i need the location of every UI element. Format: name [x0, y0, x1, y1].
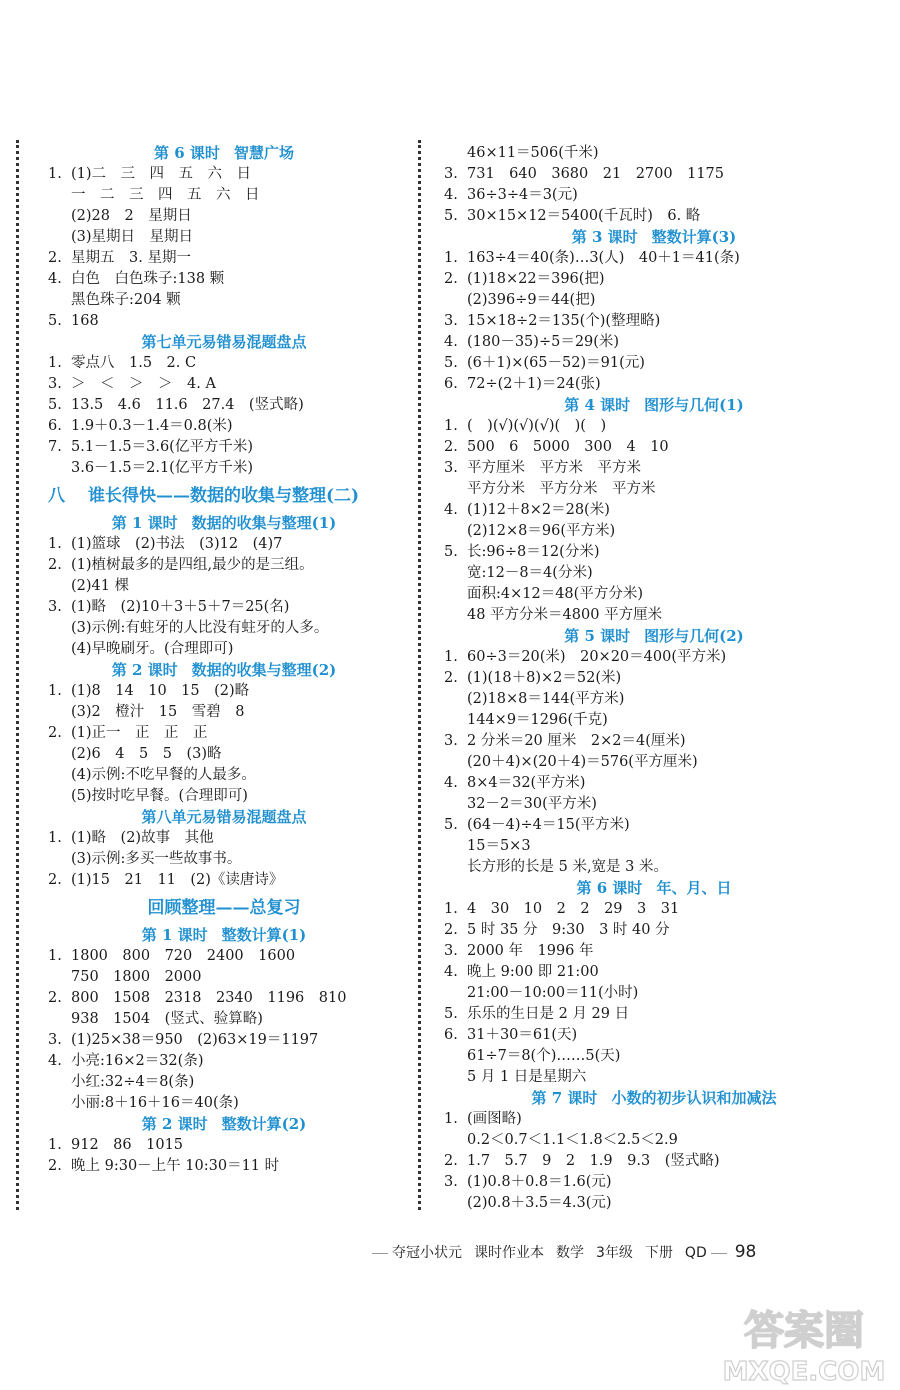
answer-continuation [444, 836, 864, 857]
question-number: 2. [444, 439, 458, 455]
question-number: 1. [48, 355, 62, 371]
answer-line [444, 374, 864, 395]
lesson-number: 第 5 课时 [564, 627, 631, 645]
answer-continuation [444, 1046, 864, 1067]
answer-text: 一 二 三 四 五 六 日 [71, 187, 260, 203]
watermark-top-text: 答案圈 [744, 1308, 864, 1354]
answer-text: 168 [71, 313, 99, 329]
answer-text: (5)按时吃早餐。(合理即可) [71, 788, 248, 804]
answer-text: (2)41 棵 [71, 578, 130, 594]
question-number: 6. [444, 376, 458, 392]
question-number: 1. [444, 1111, 458, 1127]
question-number: 3. [444, 460, 458, 476]
answer-continuation [48, 576, 400, 597]
answer-continuation [48, 744, 400, 765]
answer-line [48, 353, 400, 374]
answer-line [444, 458, 864, 479]
answer-text: 144×9＝1296(千克) [467, 712, 608, 728]
answer-continuation [48, 786, 400, 807]
question-number: 6. [48, 418, 62, 434]
answer-text: (2)12×8＝96(平方米) [467, 523, 616, 539]
answer-line [48, 534, 400, 555]
question-number: 1. [48, 166, 62, 182]
answer-text: 8×4＝32(平方米) [467, 775, 586, 791]
answer-text: 白色 白色珠子:138 颗 [71, 271, 225, 287]
answer-text: 5 月 1 日是星期六 [467, 1069, 587, 1085]
answer-continuation [48, 765, 400, 786]
question-number: 2. [48, 1158, 62, 1174]
footer-brand: 夺冠小状元 [392, 1245, 462, 1261]
answer-continuation [444, 1193, 864, 1214]
answer-continuation [444, 983, 864, 1004]
answer-text: 32－2＝30(平方米) [467, 796, 597, 812]
answer-text: 1.7 5.7 9 2 1.9 9.3 (竖式略) [467, 1153, 720, 1169]
answer-text: ＞ ＜ ＞ ＞ 4. A [71, 376, 216, 392]
lesson-title: 年、月、日 [656, 879, 732, 897]
answer-text: 31＋30＝61(天) [467, 1027, 578, 1043]
lesson-number: 第 4 课时 [564, 396, 631, 414]
lesson-title: 智慧广场 [233, 144, 294, 162]
lesson-heading [48, 660, 400, 681]
answer-continuation [444, 794, 864, 815]
answer-line [48, 828, 400, 849]
answer-text: 面积:4×12＝48(平方分米) [467, 586, 643, 602]
answer-line [48, 946, 400, 967]
answer-text: 500 6 5000 300 4 10 [467, 439, 669, 455]
lesson-title: 数据的收集与整理(2) [191, 661, 337, 679]
answer-line [48, 870, 400, 891]
question-number: 1. [48, 683, 62, 699]
answer-text: 21:00－10:00＝11(小时) [467, 985, 639, 1001]
answer-continuation [48, 1009, 400, 1030]
answer-text: (4)示例:不吃早餐的人最多。 [71, 767, 256, 783]
answer-continuation [444, 563, 864, 584]
answer-line [444, 332, 864, 353]
page-number: 98 [734, 1242, 757, 1262]
answer-line [444, 1109, 864, 1130]
answer-text: 938 1504 (竖式、验算略) [71, 1011, 263, 1027]
answer-continuation [48, 849, 400, 870]
question-number: 1. [444, 649, 458, 665]
answer-line [444, 668, 864, 689]
answer-text: 36÷3÷4＝3(元) [467, 187, 578, 203]
lesson-heading [444, 227, 864, 248]
answer-text: (2)6 4 5 5 (3)略 [71, 746, 222, 762]
answer-text: (1)篮球 (2)书法 (3)12 (4)7 [71, 536, 283, 552]
answer-line [48, 164, 400, 185]
lesson-number: 第 3 课时 [571, 228, 638, 246]
lesson-number: 第 2 课时 [111, 661, 178, 679]
question-number: 5. [48, 313, 62, 329]
lesson-heading [444, 395, 864, 416]
footer-rule [372, 1253, 388, 1254]
answer-text: (20＋4)×(20＋4)＝576(平方厘米) [467, 754, 698, 770]
question-number: 4. [444, 334, 458, 350]
answer-line [48, 597, 400, 618]
answer-text: (4)早晚刷牙。(合理即可) [71, 641, 234, 657]
answer-line [48, 248, 400, 269]
answer-text: ( )(√)(√)(√)( )( ) [467, 418, 607, 434]
answer-line [48, 723, 400, 744]
lesson-number: 第 2 课时 [141, 1115, 208, 1133]
question-number: 6. [444, 1027, 458, 1043]
answer-text: (1)18×22＝396(把) [467, 271, 605, 287]
question-number: 5. [444, 817, 458, 833]
answer-text: (2)18×8＝144(平方米) [467, 691, 625, 707]
question-number: 7. [48, 439, 62, 455]
answer-line [444, 647, 864, 668]
lesson-heading [48, 332, 400, 353]
question-number: 3. [444, 313, 458, 329]
answer-line [48, 395, 400, 416]
answer-text: (3)2 橙汁 15 雪碧 8 [71, 704, 245, 720]
question-number: 2. [444, 271, 458, 287]
right-column [444, 143, 864, 1214]
question-number: 1. [48, 830, 62, 846]
footer-subject: 数学 [556, 1245, 584, 1261]
answer-line [444, 962, 864, 983]
question-number: 5. [444, 1006, 458, 1022]
lesson-heading [48, 143, 400, 164]
answer-text: 小亮:16×2＝32(条) [71, 1053, 204, 1069]
answer-line [48, 555, 400, 576]
answer-line [444, 731, 864, 752]
question-number: 3. [444, 1174, 458, 1190]
answer-continuation [48, 618, 400, 639]
answer-text: (1)25×38＝950 (2)63×19＝1197 [71, 1032, 319, 1048]
answer-text: (2)28 2 星期日 [71, 208, 192, 224]
answer-text: 15＝5×3 [467, 838, 531, 854]
lesson-heading [444, 878, 864, 899]
answer-text: 3.6－1.5＝2.1(亿平方千米) [71, 460, 253, 476]
unit-title: 谁长得快——数据的收集与整理(二) [88, 486, 360, 506]
answer-text: (1)略 (2)故事 其他 [71, 830, 214, 846]
question-number: 2. [48, 250, 62, 266]
answer-text: 163÷4＝40(条)…3(人) 40＋1＝41(条) [467, 250, 740, 266]
question-number: 3. [444, 733, 458, 749]
question-number: 4. [48, 1053, 62, 1069]
question-number: 4. [444, 964, 458, 980]
answer-text: 5 时 35 分 9:30 3 时 40 分 [467, 922, 670, 938]
answer-text: 1.9＋0.3－1.4＝0.8(米) [71, 418, 233, 434]
footer-grade: 3年级 [596, 1245, 633, 1261]
question-number: 2. [444, 670, 458, 686]
answer-continuation [444, 1067, 864, 1088]
answer-continuation [48, 1093, 400, 1114]
answer-text: 零点八 1.5 2. C [71, 355, 197, 371]
question-number: 1. [48, 1137, 62, 1153]
answer-text: 2000 年 1996 年 [467, 943, 594, 959]
dotted-margin-left [16, 140, 19, 1210]
answer-line [444, 437, 864, 458]
unit-number: 八 [48, 486, 65, 506]
answer-line [48, 1135, 400, 1156]
answer-text: 4 30 10 2 2 29 3 31 [467, 901, 680, 917]
question-number: 3. [444, 943, 458, 959]
answer-text: 800 1508 2318 2340 1196 810 [71, 990, 347, 1006]
answer-line [444, 773, 864, 794]
answer-text: 30×15×12＝5400(千瓦时) 6. 略 [467, 208, 701, 224]
question-number: 1. [444, 250, 458, 266]
answer-text: (1)正一 正 正 正 [71, 725, 208, 741]
answer-line [48, 311, 400, 332]
answer-text: 长:96÷8＝12(分米) [467, 544, 600, 560]
answer-continuation [444, 479, 864, 500]
lesson-number: 第八单元易错易混题盘点 [141, 808, 307, 826]
answer-text: 小红:32÷4＝8(条) [71, 1074, 195, 1090]
answer-continuation [48, 290, 400, 311]
lesson-number: 第 7 课时 [531, 1089, 598, 1107]
question-number: 4. [48, 271, 62, 287]
dotted-margin-right [418, 140, 421, 1210]
lesson-heading [48, 807, 400, 828]
answer-line [444, 185, 864, 206]
question-number: 4. [444, 502, 458, 518]
lesson-number: 第七单元易错易混题盘点 [141, 333, 307, 351]
unit-heading [48, 891, 400, 925]
answer-line [444, 311, 864, 332]
answer-continuation [444, 290, 864, 311]
answer-text: (2)396÷9＝44(把) [467, 292, 596, 308]
answer-text: (3)示例:多买一些故事书。 [71, 851, 242, 867]
answer-line [48, 269, 400, 290]
answer-text: (1)8 14 10 15 (2)略 [71, 683, 250, 699]
answer-text: 晚上 9:30－上午 10:30＝11 时 [71, 1158, 280, 1174]
lesson-number: 第 1 课时 [111, 514, 178, 532]
answer-line [444, 542, 864, 563]
lesson-number: 第 6 课时 [154, 144, 220, 162]
question-number: 2. [444, 1153, 458, 1169]
answer-text: 46×11＝506(千米) [467, 145, 599, 161]
answer-text: 48 平方分米＝4800 平方厘米 [467, 607, 663, 623]
answer-line [48, 416, 400, 437]
answer-continuation [48, 967, 400, 988]
answer-continuation [444, 143, 864, 164]
lesson-title: 整数计算(1) [221, 926, 307, 944]
question-number: 2. [48, 872, 62, 888]
lesson-title: 整数计算(2) [221, 1115, 307, 1133]
answer-text: (1)略 (2)10＋3＋5＋7＝25(名) [71, 599, 290, 615]
answer-line [444, 1004, 864, 1025]
question-number: 3. [48, 1032, 62, 1048]
answer-text: (1)12＋8×2＝28(米) [467, 502, 610, 518]
answer-continuation [48, 206, 400, 227]
question-number: 5. [444, 544, 458, 560]
question-number: 5. [48, 397, 62, 413]
answer-text: 乐乐的生日是 2 月 29 日 [467, 1006, 630, 1022]
question-number: 1. [48, 536, 62, 552]
answer-line [48, 681, 400, 702]
answer-text: 0.2＜0.7＜1.1＜1.8＜2.5＜2.9 [467, 1132, 678, 1148]
question-number: 3. [48, 599, 62, 615]
answer-continuation [48, 458, 400, 479]
answer-text: 60÷3＝20(米) 20×20＝400(平方米) [467, 649, 727, 665]
answer-continuation [444, 1130, 864, 1151]
answer-text: 731 640 3680 21 2700 1175 [467, 166, 725, 182]
answer-continuation [48, 1072, 400, 1093]
answer-line [444, 269, 864, 290]
answer-line [444, 206, 864, 227]
answer-text: (1)15 21 11 (2)《读唐诗》 [71, 872, 284, 888]
answer-text: 61÷7＝8(个)……5(天) [467, 1048, 621, 1064]
page-footer [368, 1240, 788, 1264]
answer-text: 星期五 3. 星期一 [71, 250, 191, 266]
answer-line [444, 416, 864, 437]
answer-text: 912 86 1015 [71, 1137, 184, 1153]
answer-line [444, 899, 864, 920]
answer-text: 5.1－1.5＝3.6(亿平方千米) [71, 439, 253, 455]
answer-text: 黑色珠子:204 颗 [71, 292, 181, 308]
unit-heading [48, 479, 400, 513]
answer-continuation [444, 689, 864, 710]
question-number: 1. [444, 418, 458, 434]
answer-text: 长方形的长是 5 米,宽是 3 米。 [467, 859, 668, 875]
answer-line [48, 374, 400, 395]
answer-line [48, 1030, 400, 1051]
answer-line [444, 1172, 864, 1193]
lesson-heading [48, 925, 400, 946]
answer-continuation [444, 605, 864, 626]
answer-line [48, 988, 400, 1009]
answer-text: 小丽:8＋16＋16＝40(条) [71, 1095, 239, 1111]
answer-text: (1)二 三 四 五 六 日 [71, 166, 252, 182]
question-number: 4. [444, 775, 458, 791]
unit-title: 回顾整理——总复习 [147, 898, 301, 918]
answer-text: 1800 800 720 2400 1600 [71, 948, 296, 964]
question-number: 2. [444, 922, 458, 938]
answer-text: 15×18÷2＝135(个)(整理略) [467, 313, 661, 329]
question-number: 3. [444, 166, 458, 182]
answer-text: 晚上 9:00 即 21:00 [467, 964, 599, 980]
lesson-heading [444, 1088, 864, 1109]
answer-line [444, 248, 864, 269]
answer-line [444, 815, 864, 836]
lesson-title: 数据的收集与整理(1) [191, 514, 337, 532]
answer-text: 平方分米 平方分米 平方米 [467, 481, 656, 497]
question-number: 3. [48, 376, 62, 392]
answer-line [48, 1156, 400, 1177]
watermark-logo [718, 1294, 890, 1386]
question-number: 1. [444, 901, 458, 917]
answer-continuation [48, 702, 400, 723]
lesson-heading [48, 1114, 400, 1135]
lesson-title: 图形与几何(2) [644, 627, 744, 645]
answer-text: 2 分米＝20 厘米 2×2＝4(厘米) [467, 733, 686, 749]
answer-text: 平方厘米 平方米 平方米 [467, 460, 641, 476]
answer-text: (2)0.8＋3.5＝4.3(元) [467, 1195, 612, 1211]
lesson-number: 第 6 课时 [576, 879, 643, 897]
answer-text: 13.5 4.6 11.6 27.4 (竖式略) [71, 397, 304, 413]
question-number: 2. [48, 990, 62, 1006]
answer-text: 72÷(2＋1)＝24(张) [467, 376, 601, 392]
answer-line [444, 353, 864, 374]
question-number: 2. [48, 557, 62, 573]
answer-continuation [444, 521, 864, 542]
answer-line [48, 1051, 400, 1072]
answer-continuation [48, 185, 400, 206]
answer-continuation [444, 857, 864, 878]
answer-text: (画图略) [467, 1111, 522, 1127]
answer-line [444, 164, 864, 185]
lesson-number: 第 1 课时 [141, 926, 208, 944]
answer-text: (1)(18＋8)×2＝52(米) [467, 670, 622, 686]
answer-continuation [48, 227, 400, 248]
answer-line [444, 941, 864, 962]
answer-line [444, 1025, 864, 1046]
question-number: 2. [48, 725, 62, 741]
answer-text: (3)星期日 星期日 [71, 229, 194, 245]
watermark-bottom-text: MXQE.COM [722, 1357, 886, 1386]
lesson-title: 图形与几何(1) [644, 396, 744, 414]
left-column [48, 143, 400, 1177]
answer-line [444, 500, 864, 521]
answer-text: (1)0.8＋0.8＝1.6(元) [467, 1174, 612, 1190]
question-number: 5. [444, 355, 458, 371]
answer-continuation [444, 584, 864, 605]
answer-text: 750 1800 2000 [71, 969, 202, 985]
footer-edition: QD [684, 1245, 707, 1261]
answer-text: (64－4)÷4＝15(平方米) [467, 817, 630, 833]
answer-text: (6＋1)×(65－52)＝91(元) [467, 355, 645, 371]
answer-continuation [444, 752, 864, 773]
lesson-title: 整数计算(3) [651, 228, 737, 246]
answer-text: (1)植树最多的是四组,最少的是三组。 [71, 557, 314, 573]
question-number: 5. [444, 208, 458, 224]
lesson-title: 小数的初步认识和加减法 [611, 1089, 777, 1107]
lesson-heading [444, 626, 864, 647]
lesson-heading [48, 513, 400, 534]
footer-book: 课时作业本 [474, 1245, 544, 1261]
footer-volume: 下册 [644, 1245, 673, 1261]
answer-text: (3)示例:有蛀牙的人比没有蛀牙的人多。 [71, 620, 329, 636]
answer-continuation [444, 710, 864, 731]
question-number: 4. [444, 187, 458, 203]
answer-text: 宽:12－8＝4(分米) [467, 565, 593, 581]
answer-line [444, 1151, 864, 1172]
footer-rule [711, 1253, 727, 1254]
answer-line [444, 920, 864, 941]
answer-line [48, 437, 400, 458]
answer-text: (180－35)÷5＝29(米) [467, 334, 620, 350]
question-number: 1. [48, 948, 62, 964]
answer-continuation [48, 639, 400, 660]
